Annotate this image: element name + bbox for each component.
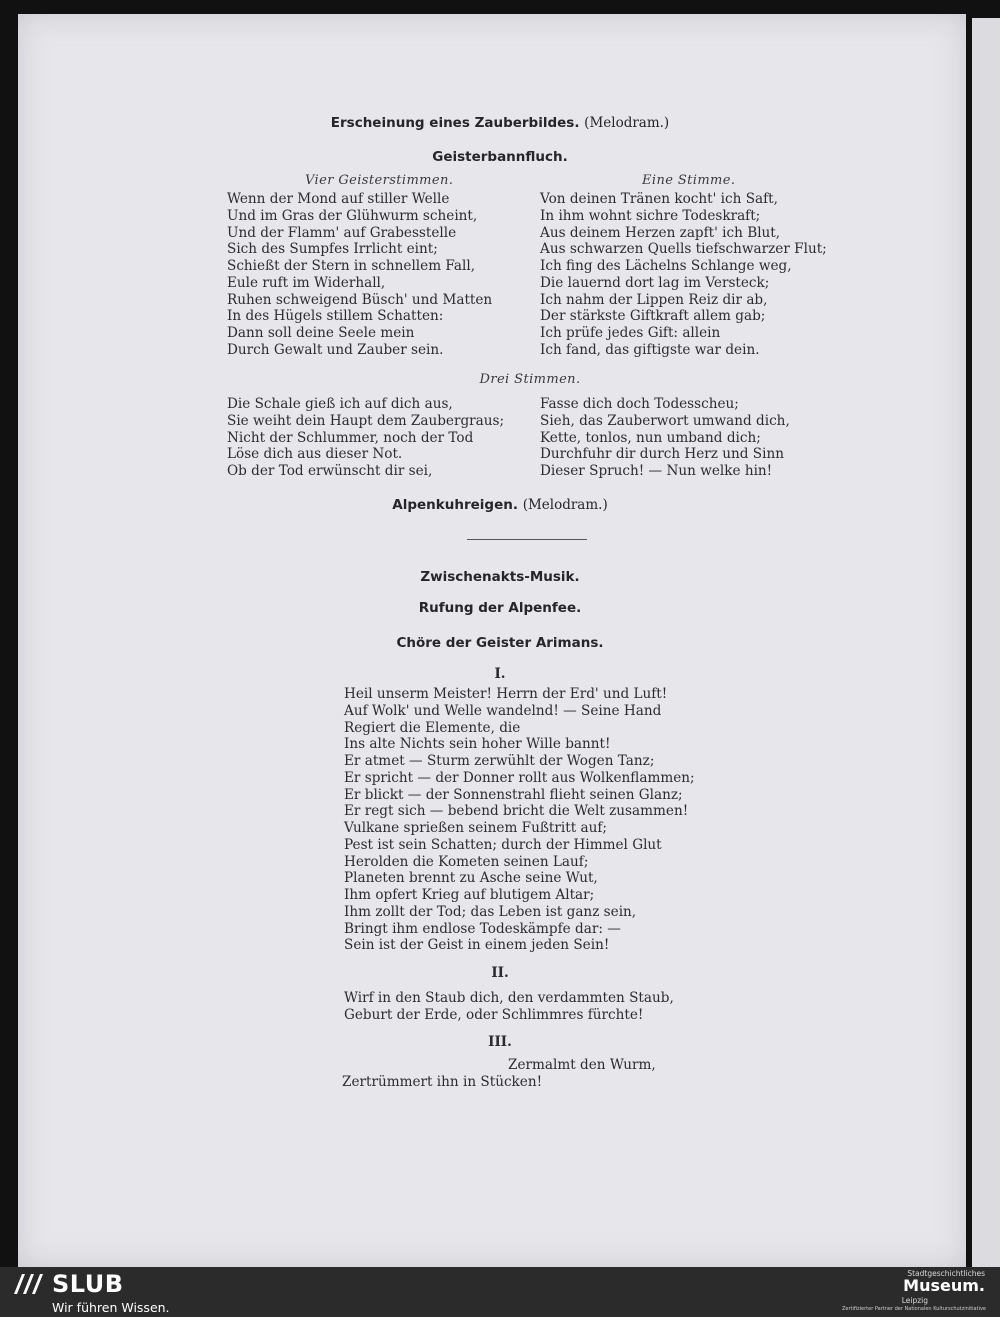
chorus-verse-1: Heil unserm Meister! Herrn der Erd' und Luft! Auf Wolk' und Welle wandelnd! — Seine Hand Regiert die Elemente, die Ins alte Nichts sein hoher Wille bannt! Er atmet — Sturm zerwühlt der Wogen Tanz; Er spricht — der Donner rollt aus Wolkenflammen; Er blickt — der Sonnenstrahl flieht seinen Glanz; Er regt sich — bebend bricht die Welt zusammen! Vulkane sprießen seinem Fußtritt auf; Pest ist sein Schatten; durch der Himmel Glut Herolden die Kometen seinen Lauf; Planeten brennt zu Asche seine Wut, Ihm opfert Krieg auf blutigem Altar; Ihm zollt der Tod; das Leben ist ganz sein, Bringt ihm endlose Todeskämpfe dar: — Sein ist der Geist in einem jeden Sein! <box>344 686 695 954</box>
voice-label-three: Drei Stimmen. <box>479 372 581 387</box>
section-note: (Melodram.) <box>522 497 608 513</box>
section-title: Alpenkuhreigen. <box>392 497 518 513</box>
section-title: Geisterbannfluch. <box>432 149 568 165</box>
verse-left-2: Die Schale gieß ich auf dich aus, Sie weiht dein Haupt dem Zaubergraus; Nicht der Schlummer, noch der Tod Löse dich aus dieser Not. Ob der Tod erwünscht dir sei, <box>227 396 505 479</box>
part-number-3: III. <box>488 1034 512 1050</box>
part-number-2: II. <box>491 965 509 981</box>
section-heading-choere <box>0 635 1000 651</box>
part-number-1: I. <box>494 666 506 682</box>
chorus-verse-2: Wirf in den Staub dich, den verdammten Staub, Geburt der Erde, oder Schlimmres fürchte! <box>344 990 674 1023</box>
museum-certification: Zertifizierter Partner der Nationalen Kulturschutzinitiative <box>841 1306 986 1312</box>
library-slogan: Wir führen Wissen. <box>52 1300 170 1315</box>
museum-name[interactable]: Museum. <box>903 1276 985 1295</box>
chorus-verse-3-line1: Zermalmt den Wurm, <box>508 1057 656 1073</box>
section-heading-alpenkuhreigen <box>0 497 1000 513</box>
library-name[interactable]: SLUB <box>52 1270 124 1298</box>
section-divider <box>467 539 587 540</box>
section-heading-geisterbannfluch <box>0 149 1000 165</box>
section-title: Rufung der Alpenfee. <box>418 600 582 616</box>
voice-label-right: Eine Stimme. <box>642 173 736 188</box>
museum-prefix: Stadtgeschichtliches <box>907 1269 985 1278</box>
slub-logo-icon <box>12 1272 44 1296</box>
museum-city: Leipzig <box>901 1296 928 1305</box>
chorus-verse-3-line2: Zertrümmert ihn in Stücken! <box>342 1074 543 1090</box>
section-title: Erscheinung eines Zauberbildes. <box>330 115 580 131</box>
section-title: Chöre der Geister Arimans. <box>396 635 604 651</box>
section-title: Zwischenakts-Musik. <box>420 569 580 585</box>
section-note: (Melodram.) <box>584 115 670 131</box>
section-heading-zauberbild <box>0 115 1000 131</box>
section-heading-zwischenakt <box>0 569 1000 585</box>
voice-label-left: Vier Geisterstimmen. <box>305 173 454 188</box>
verse-right: Von deinen Tränen kocht' ich Saft, In ihm wohnt sichre Todeskraft; Aus deinem Herzen zapft' ich Blut, Aus schwarzen Quells tiefschwarzer Flut; Ich fing des Lächelns Schlange weg, Die lauernd dort lag im Versteck; Ich nahm der Lippen Reiz dir ab, Der stärkste Giftkraft allem gab; Ich prüfe jedes Gift: allein Ich fand, das giftigste war dein. <box>540 191 827 358</box>
verse-left: Wenn der Mond auf stiller Welle Und im Gras der Glühwurm scheint, Und der Flamm' auf Grabesstelle Sich des Sumpfes Irrlicht eint; Schießt der Stern in schnellem Fall, Eule ruft im Widerhall, Ruhen schweigend Büsch' und Matten In des Hügels stillem Schatten: Dann soll deine Seele mein Durch Gewalt und Zauber sein. <box>227 191 493 358</box>
section-heading-rufung <box>0 600 1000 616</box>
verse-right-2: Fasse dich doch Todesscheu; Sieh, das Zauberwort umwand dich, Kette, tonlos, nun umband dich; Durchfuhr dir durch Herz und Sinn Dieser Spruch! — Nun welke hin! <box>540 396 790 479</box>
